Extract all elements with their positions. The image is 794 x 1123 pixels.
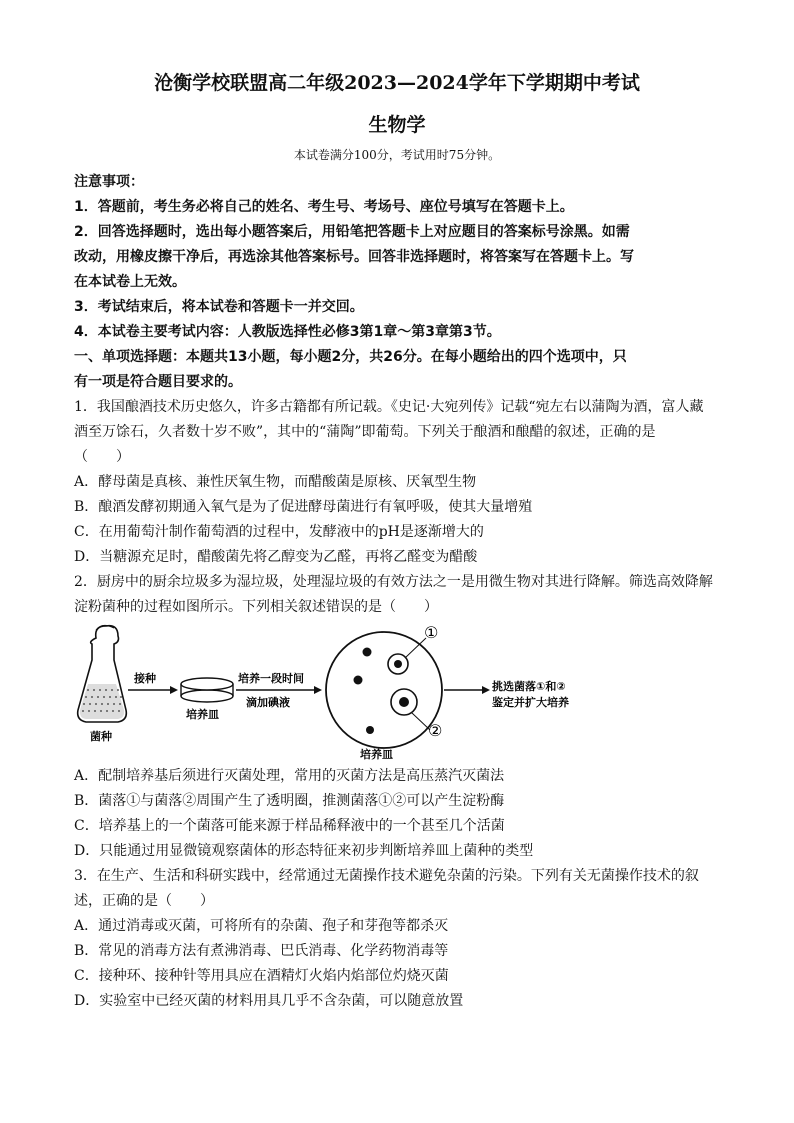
q1-stem: 1．我国酿酒技术历史悠久，许多古籍都有所记载。《史记·大宛列传》记载“宛左右以蒲陶为酒，富人藏 xyxy=(74,399,704,415)
note-line: 2．回答选择题时，选出每小题答案后，用铅笔把答题卡上对应题目的答案标号涂黑。如需 xyxy=(74,224,630,240)
note-line: 改动，用橡皮擦干净后，再选涂其他答案标号。回答非选择题时，将答案写在答题卡上。写 xyxy=(74,249,634,265)
q2-option-b: B．菌落①与菌落②周围产生了透明圈，推测菌落①②可以产生淀粉酶 xyxy=(74,793,505,809)
q1-option-d: D．当糖源充足时，醋酸菌先将乙醇变为乙醛，再将乙醛变为醋酸 xyxy=(74,549,478,565)
section-heading-cont: 有一项是符合题目要求的。 xyxy=(74,374,242,390)
note-line: 1．答题前，考生务必将自己的姓名、考生号、考场号、座位号填写在答题卡上。 xyxy=(74,199,574,215)
dish-label: 培养皿 xyxy=(186,708,219,721)
q2-stem: 淀粉菌种的过程如图所示。下列相关叙述错误的是（ ） xyxy=(74,599,438,615)
arrow-inoculate-label: 接种 xyxy=(134,672,156,685)
subject-title: 生物学 xyxy=(368,114,426,136)
arrowhead xyxy=(314,686,322,694)
note-line: 4．本试卷主要考试内容：人教版选择性必修3第1章～第3章第3节。 xyxy=(74,324,501,340)
flask-icon xyxy=(78,625,127,722)
flask-label: 菌种 xyxy=(90,730,112,743)
notes-heading: 注意事项： xyxy=(74,174,144,190)
q2-option-c: C．培养基上的一个菌落可能来源于样品稀释液中的一个甚至几个活菌 xyxy=(74,818,505,834)
q1-option-a: A．酵母菌是真核、兼性厌氧生物，而醋酸菌是原核、厌氧型生物 xyxy=(74,474,477,490)
section-heading: 一、单项选择题：本题共13小题，每小题2分，共26分。在每小题给出的四个选项中，只 xyxy=(74,349,627,365)
q3-option-b: B．常见的消毒方法有煮沸消毒、巴氏消毒、化学药物消毒等 xyxy=(74,943,449,959)
q2-figure xyxy=(74,618,714,763)
q2-option-d: D．只能通过用显微镜观察菌体的形态特征来初步判断培养皿上菌种的类型 xyxy=(74,843,534,859)
q1-option-b: B．酿酒发酵初期通入氧气是为了促进酵母菌进行有氧呼吸，使其大量增殖 xyxy=(74,499,533,515)
colony xyxy=(363,648,372,657)
q3-stem: 述，正确的是（ ） xyxy=(74,893,214,909)
arrow-culture-top-label: 培养一段时间 xyxy=(238,672,304,685)
exam-title: 沧衡学校联盟高二年级2023—2024学年下学期期中考试 xyxy=(154,72,640,94)
colony xyxy=(354,676,363,685)
q2-stem: 2．厨房中的厨余垃圾多为湿垃圾，处理湿垃圾的有效方法之一是用微生物对其进行降解。筛选高效降解 xyxy=(74,574,713,590)
plate-label: 培养皿 xyxy=(360,748,393,761)
result-line-2: 鉴定并扩大培养 xyxy=(492,696,569,709)
q1-stem: （ ） xyxy=(74,449,130,465)
q3-stem: 3．在生产、生活和科研实践中，经常通过无菌操作技术避免杂菌的污染。下列有关无菌操作技术的叙 xyxy=(74,868,699,884)
q1-option-c: C．在用葡萄汁制作葡萄酒的过程中，发酵液中的pH是逐渐增大的 xyxy=(74,524,484,540)
colony xyxy=(366,726,374,734)
q1-stem: 酒至万馀石，久者数十岁不败”，其中的“蒲陶”即葡萄。下列关于酿酒和酿醋的叙述，正确的是 xyxy=(74,424,656,440)
q3-option-a: A．通过消毒或灭菌，可将所有的杂菌、孢子和芽孢等都杀灭 xyxy=(74,918,449,934)
q3-option-d: D．实验室中已经灭菌的材料用具几乎不含杂菌，可以随意放置 xyxy=(74,993,464,1009)
q3-option-c: C．接种环、接种针等用具应在酒精灯火焰内焰部位灼烧灭菌 xyxy=(74,968,449,984)
marker-2: ② xyxy=(428,721,443,740)
note-line: 3．考试结束后，将本试卷和答题卡一并交回。 xyxy=(74,299,364,315)
colony-1 xyxy=(394,660,402,668)
note-line: 在本试卷上无效。 xyxy=(74,274,186,290)
culture-plate xyxy=(326,632,442,748)
result-line-1: 挑选菌落①和② xyxy=(492,680,566,693)
arrow-culture-bottom-label: 滴加碘液 xyxy=(246,696,290,709)
arrowhead xyxy=(482,686,490,694)
exam-info: 本试卷满分100分，考试用时75分钟。 xyxy=(293,148,501,162)
marker-1: ① xyxy=(424,623,439,642)
colony-2 xyxy=(399,697,409,707)
petri-dish-icon xyxy=(181,678,233,702)
q2-option-a: A．配制培养基后须进行灭菌处理，常用的灭菌方法是高压蒸汽灭菌法 xyxy=(74,768,505,784)
arrowhead xyxy=(170,686,178,694)
